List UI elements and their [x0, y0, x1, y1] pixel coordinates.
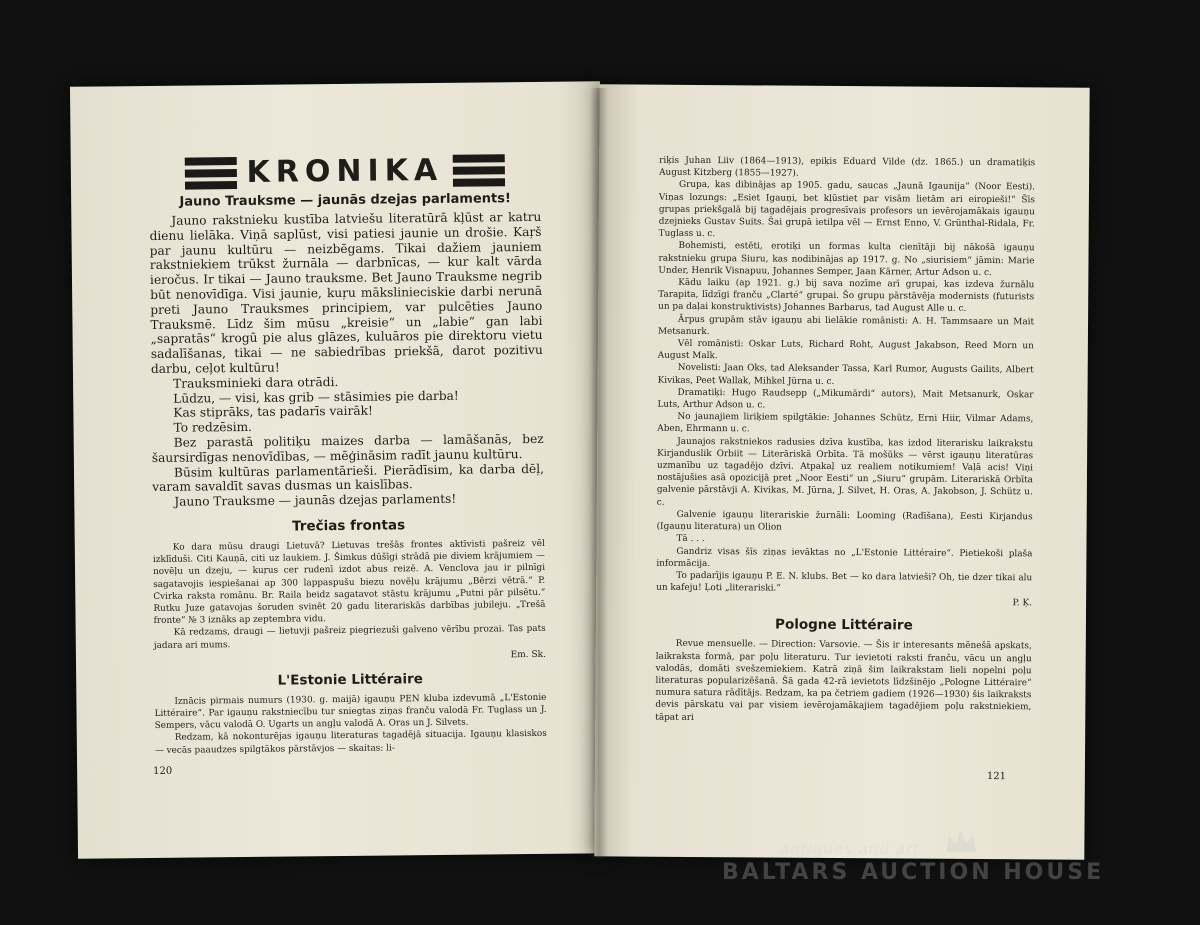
right-page [594, 84, 1089, 859]
left-page-content [149, 152, 547, 757]
paragraph: Grupa, kas dibinājas ap 1905. gadu, saucas „Jaunā Igaunija“ (Noor Eesti). Viņas lozungs: „Esiet Igauņi, bet kļūstiet par visām lietām ari eiropieši!“ Šīs grupas priekšgalā bij tagadējais progresīvais profesors un ievērojamākais igauņu dzejnieks Gustav Suits. Šai grupā ietilpa vēl — Ernst Enno, V. Grünthal-Ridala, Fr. Tuglass u. c. [658, 180, 1036, 240]
page-number: 120 [153, 765, 173, 777]
subheading: Jauno Trauksme — jaunās dzejas parlaments! [179, 191, 511, 210]
paragraph: To redzēsim. [173, 420, 253, 435]
frontas-article [153, 538, 546, 664]
paragraph: Kas stiprāks, tas padarīs vairāk! [173, 404, 374, 421]
author-signature: Em. Sk. [510, 649, 546, 660]
bars-decoration-right [453, 154, 505, 187]
paragraph: Galvenie igauņu literariskie žurnāli: Looming (Radīšana), Eesti Kirjandus (Igauņu literatura) un Olion [656, 509, 1033, 533]
bars-decoration-left [184, 157, 236, 190]
paragraph: Gandriz visas šīs ziņas ievāktas no „L'Estonie Littéraire“. Pietiekoši plaša informācija. [656, 546, 1033, 569]
paragraph: Ārpus grupām stāv igauņu abi lielākie romānisti: A. H. Tammsaare un Mait Metsanurk. [657, 314, 1035, 337]
estonie-article [154, 692, 547, 757]
paragraph: Novelisti: Jaan Oks, tad Aleksander Tassa, Karl Rumor, Augusts Gailits, Albert Kivikas, Peet Wallak, Mihkel Jürna u. c. [657, 363, 1034, 387]
watermark-tagline: antiques and art [780, 840, 920, 858]
paragraph: Kā redzams, draugi — lietuvji pašreiz piegriezuši galveno vērību prozai. Tas pats jadara ari mums. [153, 624, 546, 651]
paragraph: Jauno rakstnieku kustība latviešu literatūrā kļūst ar katru dienu lielāka. Viņā saplūst, visi patiesi jaunie un drošie. Kaŗš par jaunu kultūru — neizbēgams. Tikai dažiem jauniem rakstniekiem trūkst žurnāla — darbnīcas, — kur kalt vārda ieročus. Ir tikai — Jauno trauksme. Bet Jauno Trauksme negrib būt nenovīdīga. Visi jaunie, kuŗu mākslinieciskie darbi nerunā preti Jauno Trauksmes principiem, var pulcēties Jauno Trauksmē. Līdz šim mūsu „kreisie“ un „labie“ gan labi „sapratās“ krogū pie alus glāzes, kuluāros pie direktoru vietu sadalīšanas, tikai — ne sabiedrības priekšā, darot pozitivu darbu, ceļot kultūru! [149, 209, 543, 376]
page-number: 121 [986, 771, 1007, 783]
author-signature: P. Ķ. [1012, 598, 1033, 609]
left-page [70, 81, 608, 859]
paragraph: riķis Juhan Liiv (1864—1913), epiķis Eduard Vilde (dz. 1865.) un dramatiķis August Kitzberg (1855—1927). [659, 155, 1036, 179]
intro-article [149, 210, 544, 510]
section-title: Pologne Littéraire [775, 616, 913, 634]
section-title: L'Estonie Littéraire [277, 670, 423, 689]
paragraph: Būsim kultūras parlamentārieši. Pierādīsim, ka darba dēļ, varam savaldīt savas dusmas un kaislības. [152, 461, 545, 495]
paragraph: Tā . . . [676, 534, 705, 545]
kronika-header [149, 152, 541, 191]
kronika-title: KRONIKA [246, 152, 444, 190]
paragraph: Jauno Trauksme — jaunās dzejas parlaments! [174, 491, 457, 509]
book-gutter [590, 88, 608, 858]
watermark [722, 836, 1122, 896]
paragraph: Jaunajos rakstniekos radusies dzīva kustība, kas izdod literarisku laikrakstu Kirjanduslik Orbiit — Literāriskā Orbīta. Tā mošūks — vērst igauņu literatūras uzmanību uz tagadējo dzīvi. Atpakaļ uz realiem notikumiem! Vaļā acis! Viņi nostājušies asā opozicijā pret „Noor Eesti“ un „Siuru“ grupām. Literariskā Orbīta galvenie pārstāvji A. Kivikas, M. Jürna, J. Silvet, H. Oras, A. Jakobson, J. Schütz u. c. [656, 436, 1034, 508]
watermark-house-name: BALTARS AUCTION HOUSE [722, 860, 1105, 885]
paragraph: Vēl romānisti: Oskar Luts, Richard Roht, August Jakabson, Reed Morn un August Malk. [657, 338, 1034, 362]
paragraph: Bohemisti, estēti, erotiķi un formas kulta cienītāji bij nākošā igauņu rakstnieku grupa Siuru, kas nodibinājas ap 1917. g. No „siurisiem“ jāmin: Marie Under, Henrik Visnapuu, Johannes Semper, Jaan Kärner, Artur Adson u. c. [658, 241, 1035, 278]
paragraph: Kādu laiku (ap 1921. g.) bij sava nozīme arī grupai, kas izdeva žurnālu Tarapita, līdzīgi franču „Clarté“ grupai. Šo grupu pārstāvēja modernists (futurists un pa daļai konstruktivists) Johannes Barbarus, tad August Alle u. c. [658, 277, 1035, 315]
paragraph: Redzam, kā nokonturējas igauņu literaturas tagadējā situacija. Igauņu klasiskos — vecās paaudzes spilgtākos pārstāvjos — skaitas: li- [154, 729, 547, 756]
paragraph: Iznācis pirmais numurs (1930. g. maijā) igauņu PEN kluba izdevumā „L'Estonie Littéraire“. Par igauņu rakstniecību tur sniegtas ziņas franču valodā Fr. Tuglass un J. Sempers, vācu valodā O. Ugarts un angļu valodā A. Oras un J. Silvets. [154, 692, 547, 732]
paragraph: Bez parastā politiķu maizes darba — lamāšanās, bez šaursirdīgas nenovīdības, — mēģināsim radīt jaunu kultūru. [151, 431, 544, 465]
paragraph: Lūdzu, — visi, kas grib — stāsimies pie darba! [173, 388, 459, 406]
paragraph: No jaunajiem liriķiem spilgtākie: Johannes Schütz, Erni Hiir, Vilmar Adams, Aben, Ehrmann u. c. [657, 412, 1034, 435]
paragraph: Dramatiķi: Hugo Raudsepp („Mikumärdi“ autors), Mait Metsanurk, Oskar Luts, Arthur Adson u. c. [657, 387, 1034, 411]
paragraph: Trauksminieki dara otrādi. [173, 374, 339, 391]
paragraph: To padarījis igauņu P. E. N. klubs. Bet — ko dara latvieši? Oh, tie dzer tikai alu un kafeju! Ļoti „literariski.“ [656, 570, 1033, 594]
paragraph: Ko dara mūsu draugi Lietuvā? Lietuvas trešās frontes aktīvisti pašreiz vēl izklīduši. Citi Kauņā, citi uz laukiem. J. Šimkus dūšīgi strādā pie diviem krājumiem — novēļu un dzeju, — kuŗus cer rudenī izdot abus reizē. A. Venclova jau ir pilnīgi sagatavojis iespiešanai ap 300 lappaspušu biezu novēļu krājumu „Bērzi vētrā.“ P. Cvirka raksta romānu. Br. Raila beidz sagatavot stāstu krājumu „Putni pār pilsētu.“ Rutku Juze gatavojas šoruden svinēt 20 gadu literariskās darbības jubileju. „Trešā fronte“ № 3 iznāks ap zeptembra vidu. [152, 538, 546, 627]
paragraph: Revue mensuelle. — Direction: Varsovie. — Šis ir interesants mēnešā apskats, laikraksta formā, par poļu literaturu. Tur ievietoti raksti franču, vācu un angļu valodās, domāti svešzemiekiem. Katrā ziņā šim laikrakstam lieli nopelni poļu literaturas popularizēšanā. Šā gada 42-rā ievietots līdzšinējo „Pologne Littéraire“ numura satura rādītājs. Redzam, ka pa četriem gadiem (1926—1930) šis laikraksts devis pārskatu vai par visiem ievērojamākajiem tagadējiem poļu rakstniekiem, tāpat ari [655, 639, 1032, 723]
right-page-content [655, 155, 1035, 726]
section-title: Trečias frontas [291, 517, 406, 535]
crown-icon [944, 828, 978, 854]
